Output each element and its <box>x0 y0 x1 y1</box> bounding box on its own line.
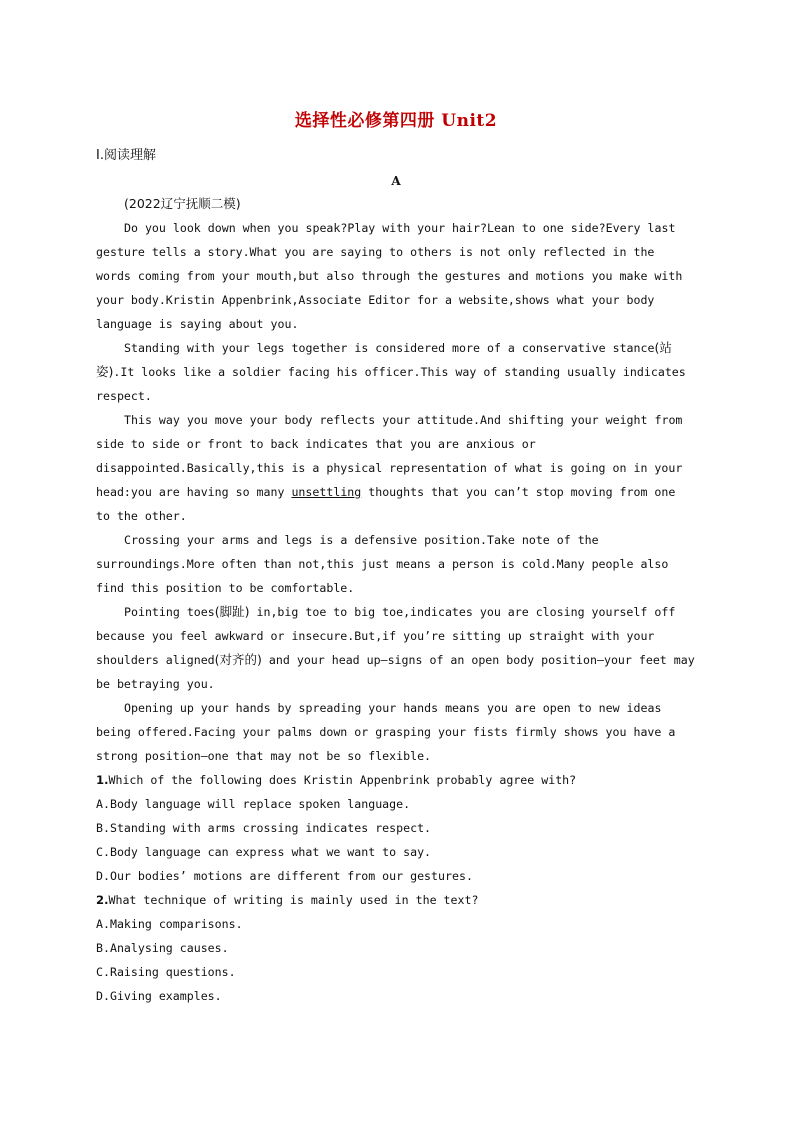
section-heading: Ⅰ.阅读理解 <box>96 148 156 163</box>
option-1b: B.Standing with arms crossing indicates respect. <box>96 821 432 835</box>
option-1a: A.Body language will replace spoken language. <box>96 797 411 811</box>
option-1d: D.Our bodies’ motions are different from our gestures. <box>96 869 473 883</box>
passage-body <box>96 216 696 768</box>
option-2d: D.Giving examples. <box>96 989 222 1003</box>
question-2: 2.What technique of writing is mainly used in the text? <box>96 893 479 907</box>
paragraph-1: Do you look down when you speak?Play with your hair?Lean to one side?Every last gesture tells a story.What you are saying to others is not only reflected in the words coming from your mouth,but also through the gestures and motions you make with your body.Kristin Appenbrink,Associate Editor for a website,shows what your body language is saying about you. <box>96 221 683 331</box>
question-1: 1.Which of the following does Kristin Appenbrink probably agree with? <box>96 773 577 787</box>
paragraph-2: Standing with your legs together is considered more of a conservative stance(站姿).It looks like a soldier facing his officer.This way of standing usually indicates respect. <box>96 340 686 403</box>
page-title: 选择性必修第四册 Unit2 <box>294 111 498 131</box>
option-1c: C.Body language can express what we want to say. <box>96 845 432 859</box>
question-list <box>96 768 696 1008</box>
paragraph-4: Crossing your arms and legs is a defensive position.Take note of the surroundings.More often than not,this just means a person is cold.Many people also find this position to be comfortable. <box>96 533 669 595</box>
passage-source: (2022辽宁抚顺二模) <box>124 196 241 211</box>
option-2c: C.Raising questions. <box>96 965 236 979</box>
paragraph-3: This way you move your body reflects your attitude.And shifting your weight from side to side or front to back indicates that you are anxious or disappointed.Basically,this is a physical representation of what is going on in your head:you are having so many unsettling thoughts that you can’t stop moving from one to the other. <box>96 413 683 523</box>
option-2a: A.Making comparisons. <box>96 917 243 931</box>
paragraph-5: Pointing toes(脚趾) in,big toe to big toe,indicates you are closing yourself off because you feel awkward or insecure.But,if you’re sitting up straight with your shoulders aligned(对齐的) and your head up—signs of an open body position—your feet may be betraying you. <box>96 604 695 691</box>
paragraph-6: Opening up your hands by spreading your hands means you are open to new ideas being offered.Facing your palms down or grasping your fists firmly shows you have a strong position—one that may not be so flexible. <box>96 701 676 763</box>
passage-label: A <box>391 174 401 188</box>
option-2b: B.Analysing causes. <box>96 941 229 955</box>
underlined-word: unsettling <box>291 485 362 499</box>
